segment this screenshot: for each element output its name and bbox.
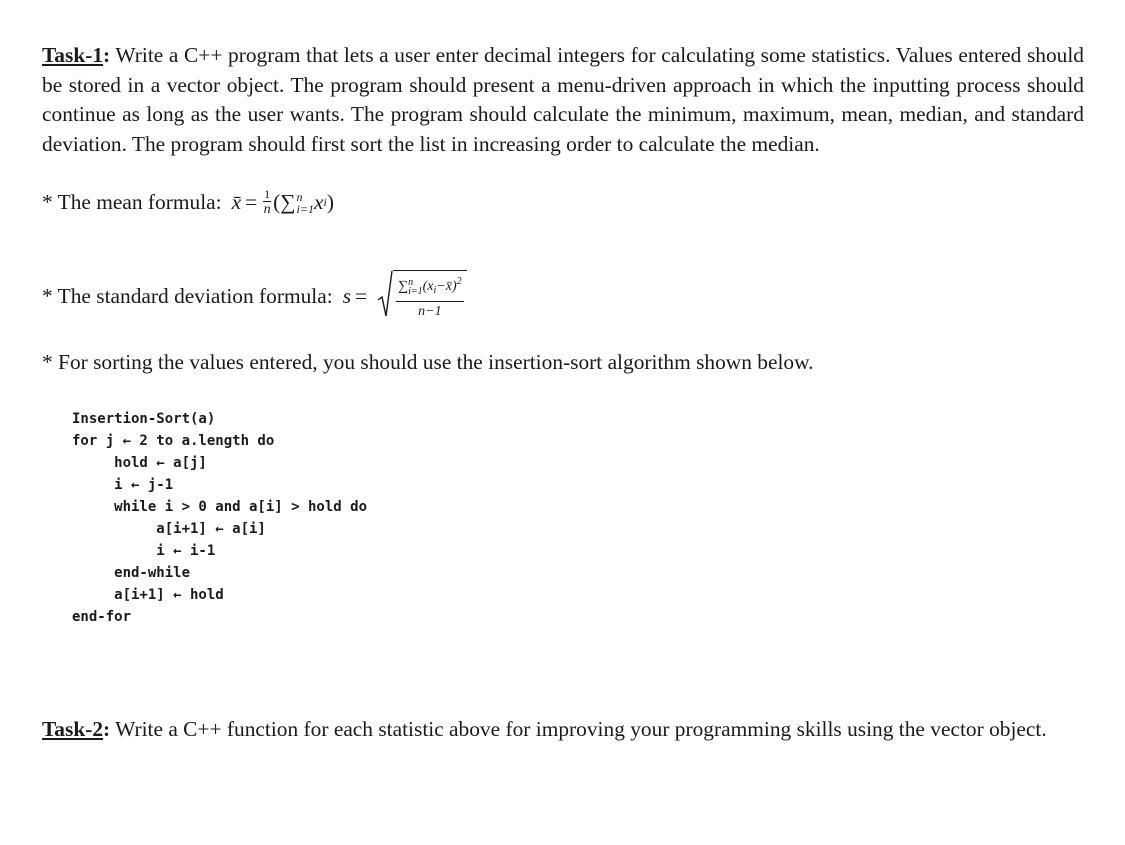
task-1-paragraph: [42, 41, 1084, 159]
sd-equals: =: [355, 283, 368, 308]
code-line: i ← i-1: [72, 543, 216, 559]
mean-formula-label: * The mean formula:: [42, 190, 222, 214]
code-line: a[i+1] ← a[i]: [72, 521, 266, 537]
mean-fraction-numerator: 1: [264, 187, 271, 201]
mean-term: x: [313, 190, 324, 214]
task-2-paragraph: [42, 717, 1047, 742]
sd-sum-limits: [408, 278, 423, 296]
mean-sum-close: ): [326, 190, 334, 214]
sd-sum-lower: i=1: [408, 285, 423, 297]
sd-term-rest: −x̄): [436, 279, 457, 294]
sd-sum-sign: ∑: [398, 279, 409, 294]
square-root-icon: [377, 270, 393, 318]
sd-term-sub: i: [433, 285, 437, 296]
mean-sum-lower: i=1: [296, 201, 314, 216]
sd-term: (x: [422, 279, 434, 294]
mean-equals: =: [245, 190, 258, 214]
code-line: hold ← a[j]: [72, 455, 207, 471]
insertion-sort-code: [72, 408, 367, 628]
mean-sum-upper: n: [296, 189, 303, 204]
task-1-text: Write a C++ program that lets a user enter decimal integers for calculating some statistics. Values entered should be stored in a vector object. The program should present a menu-driven approach in which the inputting process should continue as long as the user wants. The program should calculate the minimum, maximum, mean, median, and standard deviation. The program should first sort the list in increasing order to calculate the median.: [42, 43, 1084, 156]
sd-formula: [42, 270, 467, 322]
task-1-colon: :: [103, 43, 111, 67]
task-2-label: Task-2: [42, 717, 104, 741]
code-line: i ← j-1: [72, 477, 174, 493]
sd-square: 2: [456, 276, 462, 287]
mean-xbar: x̄: [231, 190, 242, 214]
sd-sum-upper: n: [408, 276, 414, 288]
task-2-text: Write a C++ function for each statistic above for improving your programming skills using the vector object.: [110, 717, 1047, 741]
code-line: for j ← 2 to a.length do: [72, 433, 275, 449]
sd-numerator: [396, 273, 464, 302]
mean-fraction-denominator: n: [263, 202, 271, 217]
sd-radical-body: [393, 270, 467, 322]
mean-term-sub: i: [323, 195, 327, 209]
task-2-colon: :: [103, 717, 111, 741]
sd-denominator: n−1: [418, 304, 442, 319]
code-line: a[i+1] ← hold: [72, 587, 224, 603]
sd-symbol: s: [342, 283, 352, 308]
code-line: while i > 0 and a[i] > hold do: [72, 499, 368, 515]
code-line: end-while: [72, 565, 191, 581]
mean-fraction: [263, 188, 271, 217]
mean-formula: [42, 188, 334, 217]
sd-radical: [377, 270, 467, 322]
code-line: end-for: [72, 609, 132, 625]
mean-sum-limits: [297, 191, 314, 215]
code-line: Insertion-Sort(a): [72, 411, 216, 427]
task-1-label: Task-1: [42, 43, 104, 67]
sorting-note: * For sorting the values entered, you should use the insertion-sort algorithm shown below.: [42, 350, 814, 374]
mean-sum-open: (∑: [273, 190, 296, 214]
sd-formula-label: * The standard deviation formula:: [42, 283, 333, 308]
